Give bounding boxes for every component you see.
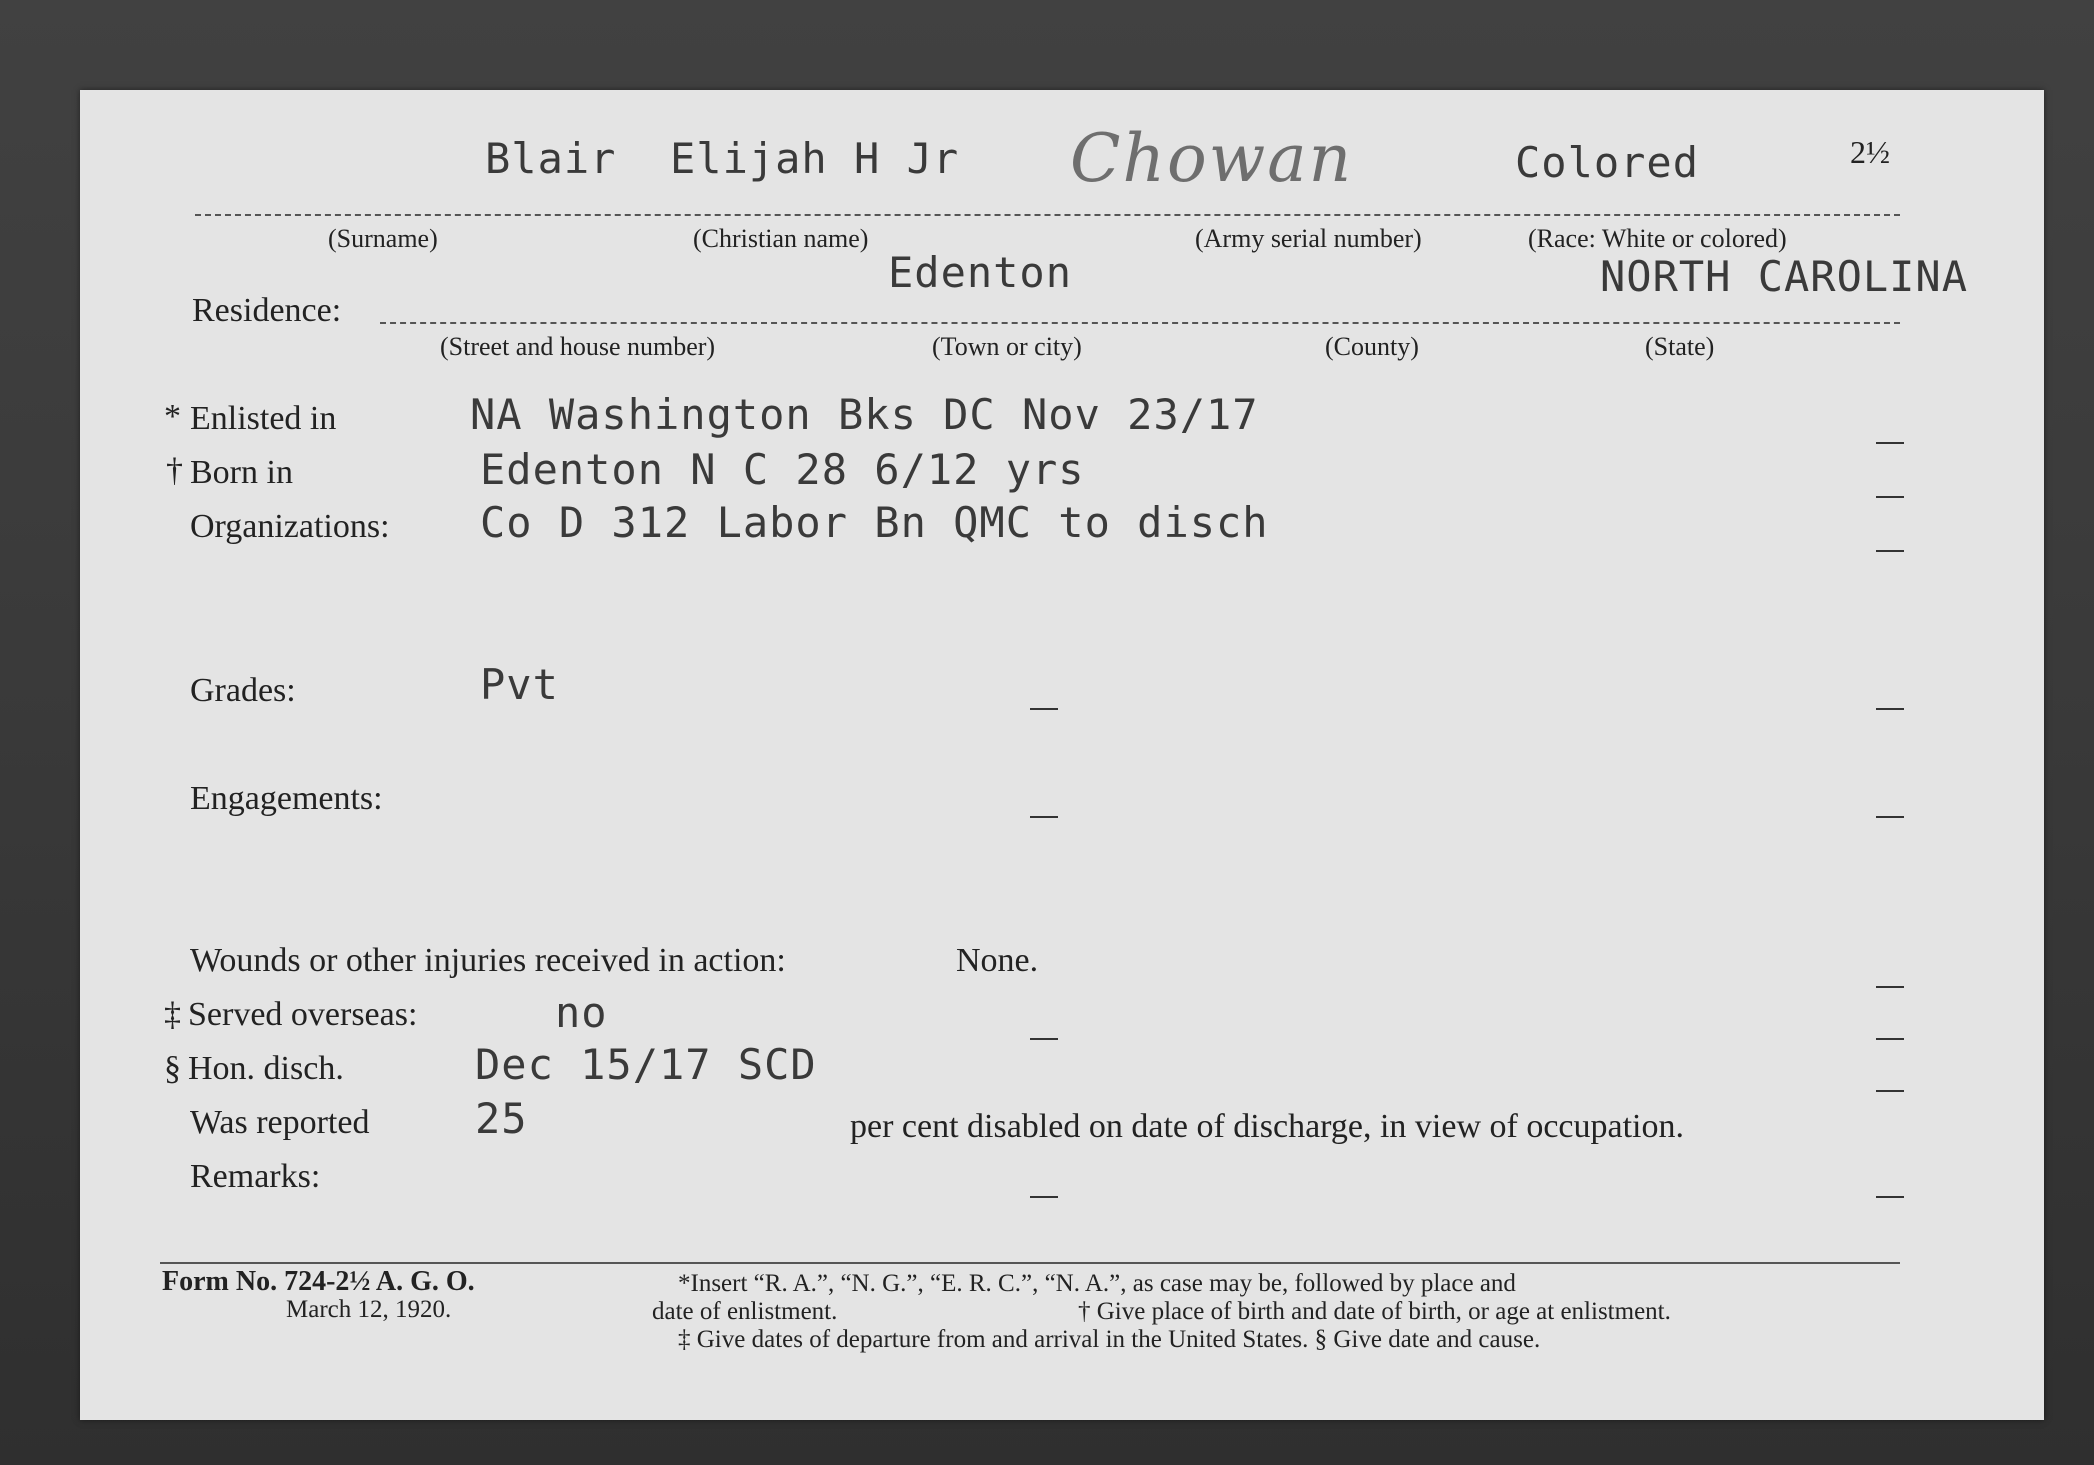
surname-value: Blair — [485, 134, 617, 183]
hon-disch-value: Dec 15/17 SCD — [475, 1040, 817, 1089]
header-rule — [195, 214, 1900, 216]
was-reported-value: 25 — [475, 1094, 528, 1143]
residence-rule — [380, 322, 1900, 324]
form-date: March 12, 1920. — [286, 1296, 452, 1323]
footnote-insert: *Insert “R. A.”, “N. G.”, “E. R. C.”, “N. A.”, as case may be, followed by place and — [678, 1270, 1516, 1297]
disability-text: per cent disabled on date of discharge, in view of occupation. — [850, 1108, 1684, 1145]
wounds-label: Wounds or other injuries received in action: — [190, 942, 786, 979]
tick-mark — [1876, 496, 1904, 498]
christian-name-caption: (Christian name) — [693, 224, 869, 253]
tick-mark — [1876, 1196, 1904, 1198]
tick-mark — [1876, 442, 1904, 444]
form-number: Form No. 724-2½ A. G. O. — [162, 1266, 475, 1297]
residence-town-value: Edenton — [888, 248, 1073, 297]
wounds-value: None. — [956, 942, 1039, 979]
enlisted-value: NA Washington Bks DC Nov 23/17 — [470, 390, 1259, 439]
organizations-value: Co D 312 Labor Bn QMC to disch — [480, 498, 1269, 547]
surname-caption: (Surname) — [328, 224, 438, 253]
tick-mark — [1876, 550, 1904, 552]
race-caption: (Race: White or colored) — [1528, 224, 1787, 253]
enlisted-label: Enlisted in — [190, 400, 337, 437]
race-value: Colored — [1515, 138, 1700, 187]
county-caption: (County) — [1325, 332, 1419, 361]
was-reported-label: Was reported — [190, 1104, 370, 1141]
overseas-mark: ‡ — [164, 996, 181, 1033]
tick-mark — [1876, 1038, 1904, 1040]
organizations-label: Organizations: — [190, 508, 390, 545]
grades-value: Pvt — [480, 660, 559, 709]
footnote-birth: † Give place of birth and date of birth, or age at enlistment. — [1078, 1298, 1671, 1325]
born-label: Born in — [190, 454, 293, 491]
footnote-overseas: ‡ Give dates of departure from and arrival in the United States. § Give date and cause. — [678, 1326, 1541, 1353]
remarks-label: Remarks: — [190, 1158, 321, 1195]
tick-mark — [1030, 708, 1058, 710]
service-record-card — [80, 90, 2044, 1420]
street-caption: (Street and house number) — [440, 332, 716, 361]
enlisted-mark: * — [164, 398, 181, 435]
tick-mark — [1030, 1038, 1058, 1040]
hon-disch-mark: § — [164, 1050, 181, 1087]
tick-mark — [1876, 708, 1904, 710]
residence-state-value: NORTH CAROLINA — [1600, 252, 1969, 301]
born-mark: † — [166, 452, 183, 489]
tick-mark — [1876, 1090, 1904, 1092]
grades-label: Grades: — [190, 672, 296, 709]
footer-rule — [160, 1262, 1900, 1264]
overseas-label: Served overseas: — [188, 996, 418, 1033]
christian-name-value: Elijah H Jr — [670, 134, 960, 183]
born-value: Edenton N C 28 6/12 yrs — [480, 445, 1085, 494]
tick-mark — [1876, 816, 1904, 818]
hon-disch-label: Hon. disch. — [188, 1050, 344, 1087]
tick-mark — [1876, 986, 1904, 988]
footnote-enlistment: date of enlistment. — [652, 1298, 838, 1325]
residence-label: Residence: — [192, 292, 342, 329]
engagements-label: Engagements: — [190, 780, 383, 817]
state-caption: (State) — [1645, 332, 1715, 361]
town-caption: (Town or city) — [932, 332, 1082, 361]
tick-mark — [1030, 816, 1058, 818]
army-serial-caption: (Army serial number) — [1195, 224, 1422, 253]
tick-mark — [1030, 1196, 1058, 1198]
county-handwritten: Chowan — [1070, 120, 1354, 197]
card-number: 2½ — [1850, 134, 1890, 170]
overseas-value: no — [555, 988, 608, 1037]
